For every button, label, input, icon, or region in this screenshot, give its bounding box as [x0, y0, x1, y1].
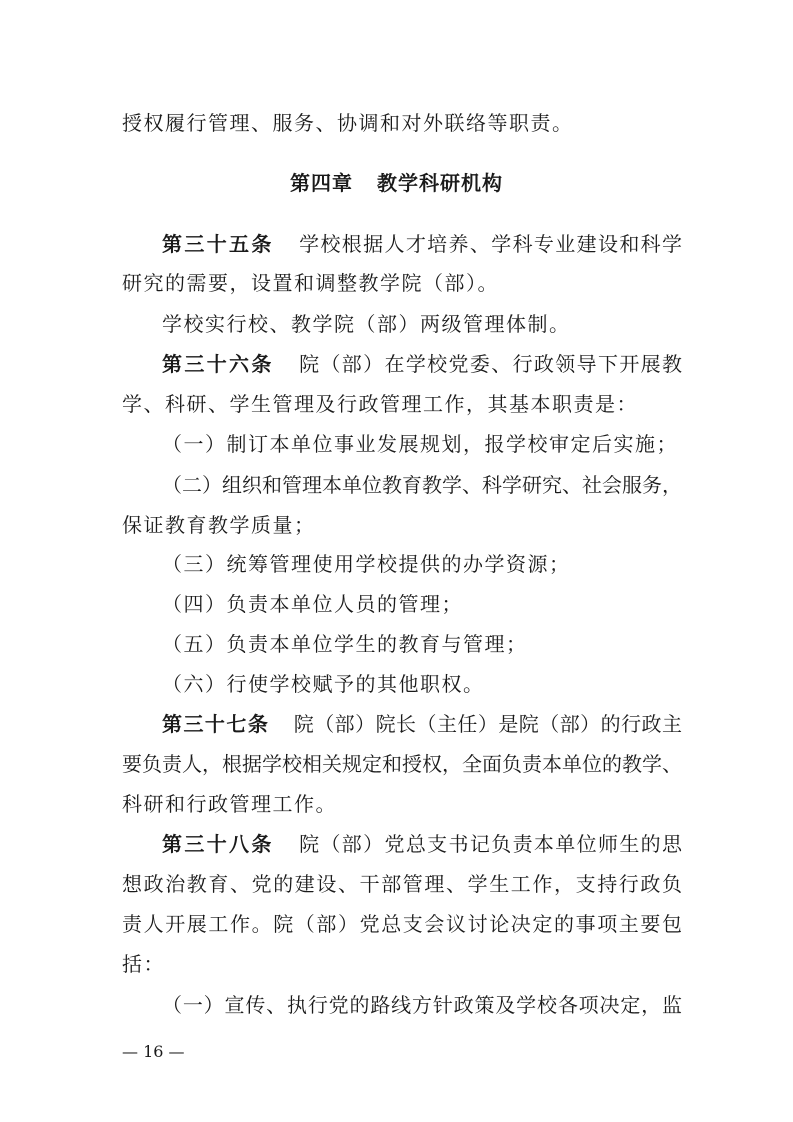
list-item: （四）负责本单位人员的管理；: [162, 592, 463, 616]
article-37-continuation: 科研和行政管理工作。: [122, 792, 337, 816]
article-38-first-line: [162, 829, 682, 859]
article-37-label: 第三十七条: [162, 712, 270, 736]
list-item: （一）制订本单位事业发展规划，报学校审定后实施；: [162, 432, 678, 456]
article-37-text: 院（部）院长（主任）是院（部）的行政主: [293, 712, 683, 736]
article-36-text: 院（部）在学校党委、行政领导下开展教: [297, 352, 683, 376]
article-36-continuation: 学、科研、学生管理及行政管理工作，其基本职责是：: [122, 392, 638, 416]
page-number: — 16 —: [122, 1042, 185, 1061]
article-36-first-line: [162, 349, 682, 379]
chapter-heading: [0, 168, 793, 198]
article-35-continuation: 研究的需要，设置和调整教学院（部）。: [122, 271, 499, 295]
article-38-continuation: 责人开展工作。院（部）党总支会议讨论决定的事项主要包: [122, 912, 682, 936]
list-item: （六）行使学校赋予的其他职权。: [162, 672, 485, 696]
list-item: （三）统筹管理使用学校提供的办学资源；: [162, 552, 571, 576]
article-38-text: 院（部）党总支书记负责本单位师生的思: [297, 832, 683, 856]
article-35-first-line: [162, 229, 682, 259]
list-item: （五）负责本单位学生的教育与管理；: [162, 632, 528, 656]
article-36-label: 第三十六条: [162, 352, 274, 376]
chapter-number: 第四章: [290, 171, 353, 195]
list-item-continuation: 保证教育教学质量；: [122, 513, 316, 537]
article-35-text: 学校根据人才培养、学科专业建设和科学: [297, 232, 683, 256]
chapter-title: 教学科研机构: [377, 171, 503, 195]
list-item: （一）宣传、执行党的路线方针政策及学校各项决定，监: [162, 993, 682, 1017]
paragraph-line: 学校实行校、教学院（部）两级管理体制。: [162, 312, 571, 336]
article-35-label: 第三十五条: [162, 232, 274, 256]
article-37-first-line: [162, 709, 682, 739]
article-38-continuation: 想政治教育、党的建设、干部管理、学生工作，支持行政负: [122, 872, 682, 896]
article-37-continuation: 要负责人，根据学校相关规定和授权，全面负责本单位的教学、: [122, 752, 682, 776]
article-38-label: 第三十八条: [162, 832, 274, 856]
article-38-continuation: 括：: [122, 952, 165, 976]
list-item: （二）组织和管理本单位教育教学、科学研究、社会服务，: [162, 473, 682, 497]
paragraph-line: 授权履行管理、服务、协调和对外联络等职责。: [122, 111, 574, 135]
